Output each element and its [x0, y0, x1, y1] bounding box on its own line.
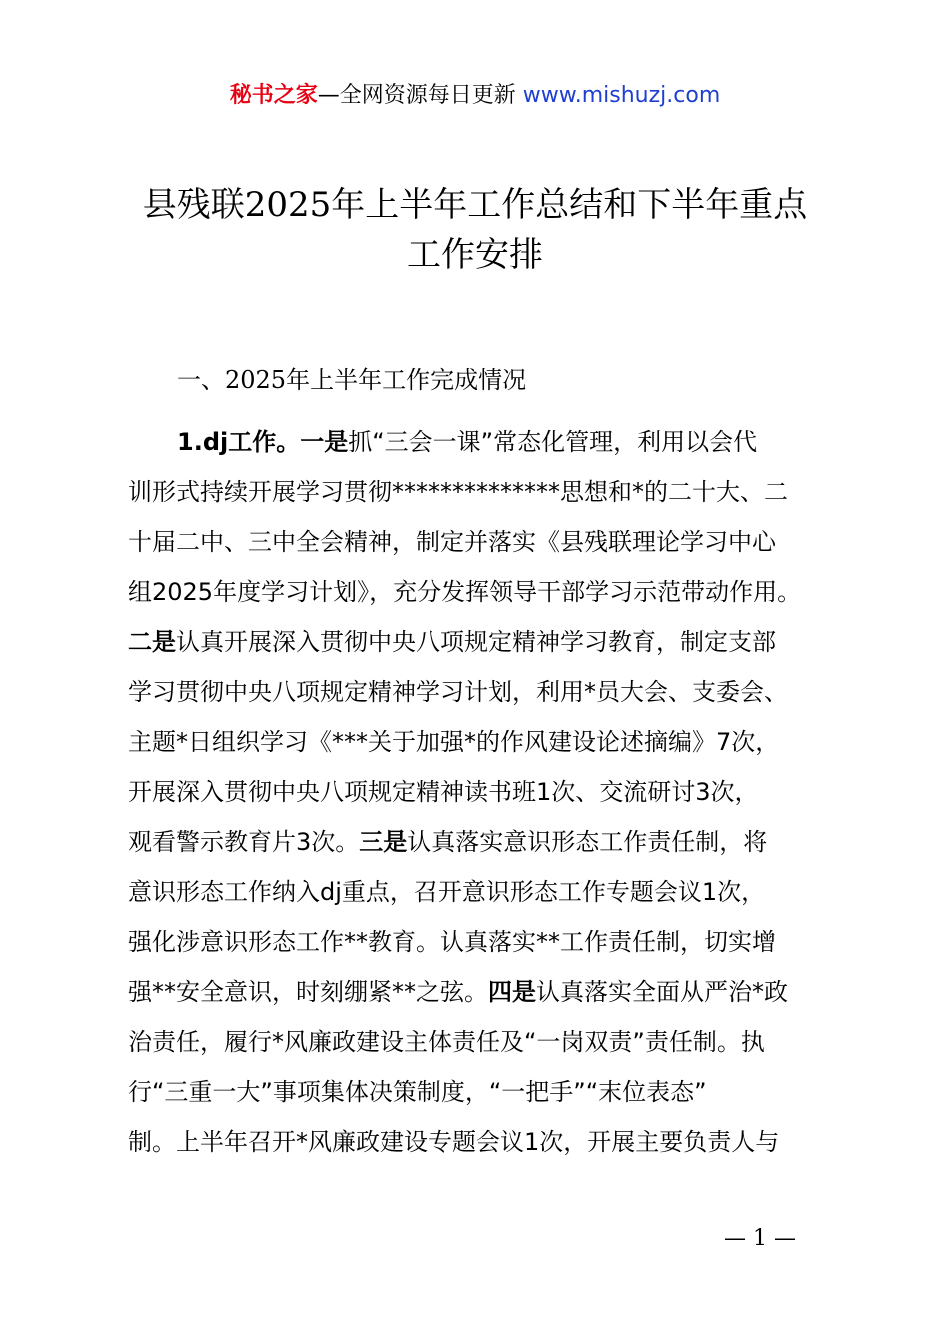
header-tagline: —全网资源每日更新: [317, 83, 523, 108]
text-run: 强化涉意识形态工作**教育。认真落实**工作责任制，切实增: [128, 928, 776, 956]
bold-text: 1.dj工作。: [177, 428, 301, 456]
text-run: 认真落实意识形态工作责任制，将: [407, 828, 768, 856]
text-run: 行“三重一大”事项集体决策制度，“一把手”“末位表态”: [128, 1078, 707, 1106]
paragraph-line: [128, 773, 848, 823]
bold-text: 三是: [359, 828, 408, 856]
page-number: — 1 —: [724, 1226, 796, 1251]
paragraph-line: [128, 873, 848, 923]
title-line-2: 工作安排: [407, 235, 543, 275]
document-title: [0, 180, 950, 280]
paragraph-line: [128, 623, 848, 673]
site-url[interactable]: www.mishuzj.com: [522, 83, 721, 108]
text-run: 观看警示教育片3次。: [128, 828, 360, 856]
text-run: 制。上半年召开*风廉政建设专题会议1次，开展主要负责人与: [128, 1128, 780, 1156]
paragraph-line: [128, 1073, 848, 1123]
paragraph-line: [128, 673, 848, 723]
paragraph-line: [128, 1123, 848, 1173]
paragraph-line: [128, 523, 848, 573]
paragraph-line: [128, 923, 848, 973]
text-run: 训形式持续开展学习贯彻**************思想和*的二十大、二: [128, 478, 788, 506]
text-run: 强**安全意识，时刻绷紧**之弦。: [128, 978, 488, 1006]
body-paragraph: [128, 423, 848, 1173]
text-run: 主题*日组织学习《***关于加强*的作风建设论述摘编》7次，: [128, 728, 780, 756]
document-header: [0, 80, 950, 112]
text-run: 开展深入贯彻中央八项规定精神读书班1次、交流研讨3次，: [128, 778, 759, 806]
paragraph-line: [128, 473, 848, 523]
text-run: 治责任，履行*风廉政建设主体责任及“一岗双责”责任制。执: [128, 1028, 765, 1056]
paragraph-line: [128, 723, 848, 773]
paragraph-line: [128, 573, 848, 623]
section-heading: 一、2025年上半年工作完成情况: [177, 366, 527, 394]
text-run: 抓“三会一课”常态化管理，利用以会代: [348, 428, 758, 456]
text-run: 认真开展深入贯彻中央八项规定精神学习教育，制定支部: [176, 628, 776, 656]
text-run: 意识形态工作纳入dj重点，召开意识形态工作专题会议1次，: [128, 878, 766, 906]
text-run: 组2025年度学习计划》，充分发挥领导干部学习示范带动作用。: [128, 578, 802, 606]
paragraph-line: [128, 973, 848, 1023]
brand-name: 秘书之家: [229, 83, 318, 108]
bold-text: 二是: [128, 628, 176, 656]
paragraph-line: [128, 423, 848, 473]
paragraph-line: [128, 1023, 848, 1073]
bold-text: 一是: [300, 428, 349, 456]
text-run: 十届二中、三中全会精神，制定并落实《县残联理论学习中心: [128, 528, 776, 556]
bold-text: 四是: [488, 978, 536, 1006]
text-run: 学习贯彻中央八项规定精神学习计划，利用*员大会、支委会、: [128, 678, 788, 706]
paragraph-line: [128, 823, 848, 873]
text-run: 认真落实全面从严治*政: [536, 978, 788, 1006]
title-line-1: 县残联2025年上半年工作总结和下半年重点: [142, 185, 808, 225]
